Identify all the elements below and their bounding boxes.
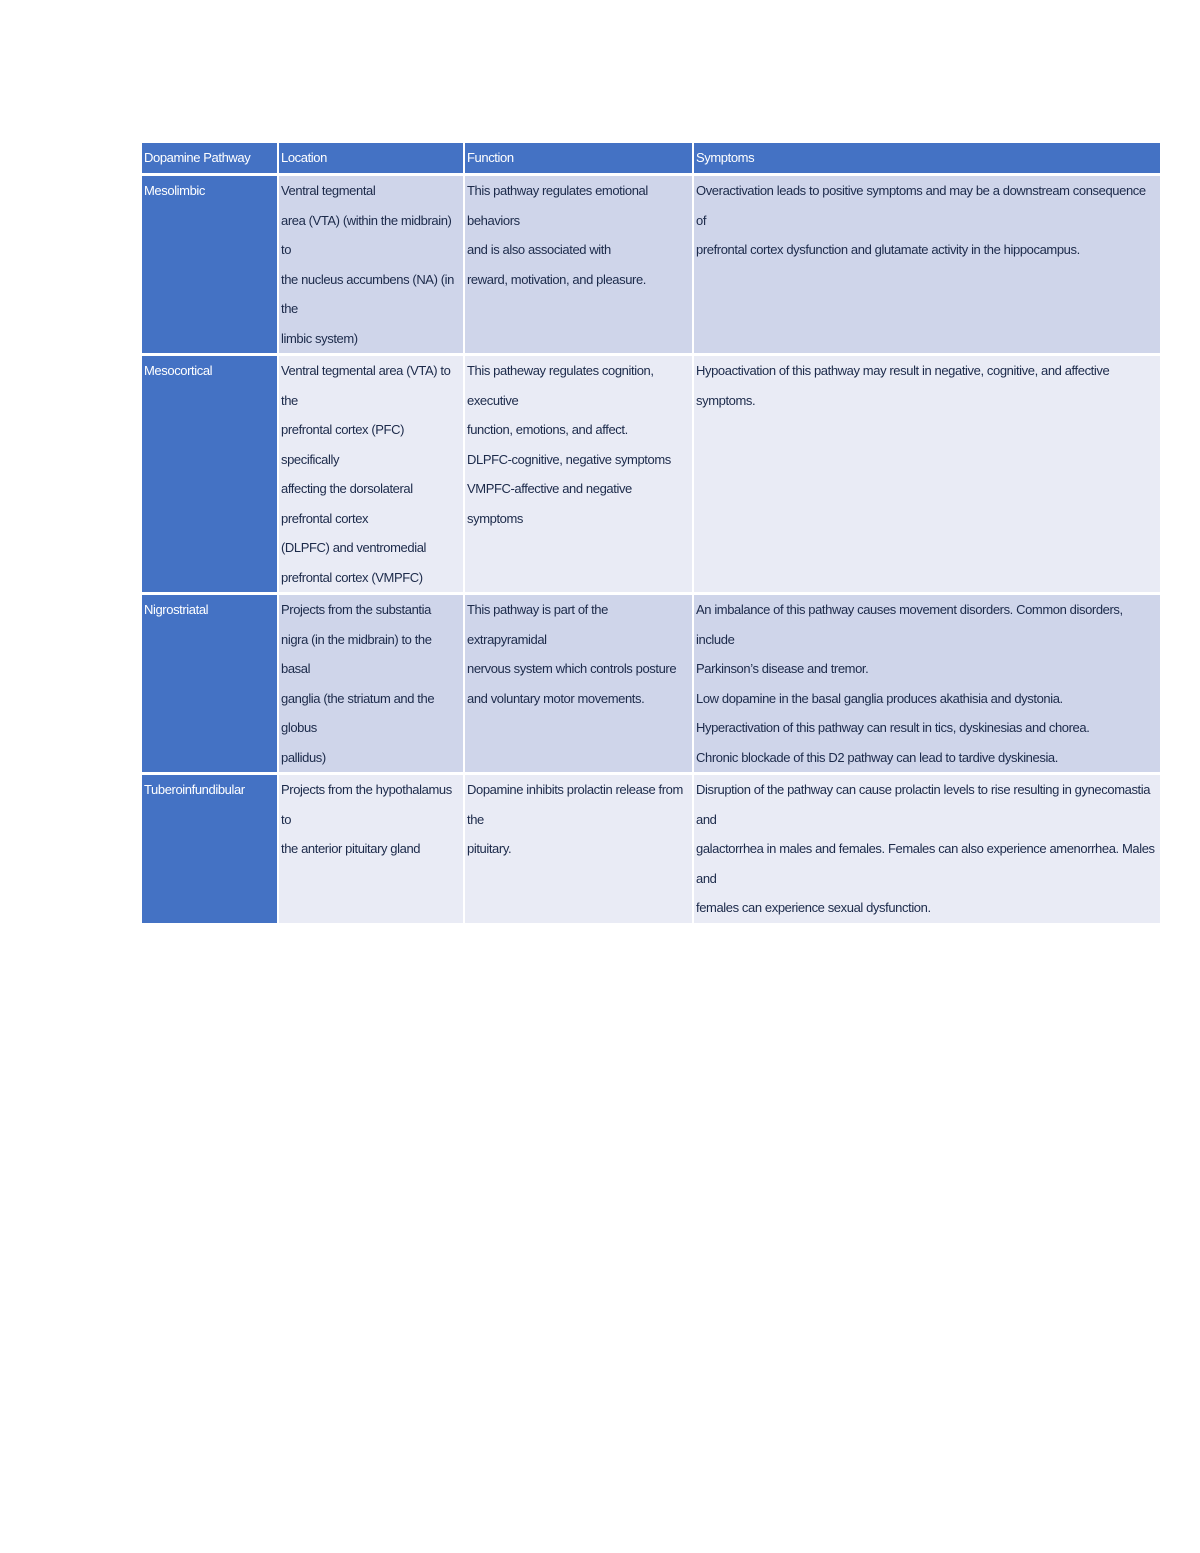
symptoms-line: females can experience sexual dysfunction. bbox=[696, 900, 931, 915]
pathway-name-cell bbox=[142, 355, 278, 594]
location-cell bbox=[278, 175, 464, 355]
header-location: Location bbox=[278, 143, 464, 175]
symptoms-cell bbox=[693, 594, 1160, 774]
pathway-name: Mesocortical bbox=[144, 363, 213, 378]
function-cell bbox=[464, 175, 693, 355]
location-line: Ventral tegmental area (VTA) to the bbox=[281, 363, 451, 408]
symptoms-line: Low dopamine in the basal ganglia produces akathisia and dystonia. bbox=[696, 690, 1063, 706]
pathway-name: Nigrostriatal bbox=[144, 602, 209, 617]
table-row bbox=[142, 774, 1160, 925]
location-line: prefrontal cortex (PFC) specifically bbox=[281, 422, 405, 467]
dopamine-pathway-table bbox=[142, 143, 1160, 926]
symptoms-line: galactorrhea in males and females. Females can also experience amenorrhea. Males and bbox=[696, 841, 1155, 886]
function-line: and voluntary motor movements. bbox=[467, 690, 645, 706]
function-line: VMPFC-affective and negative symptoms bbox=[467, 481, 632, 526]
location-line: (DLPFC) and ventromedial bbox=[281, 540, 427, 555]
location-line: affecting the dorsolateral bbox=[281, 481, 413, 496]
location-line: Projects from the substantia bbox=[281, 602, 431, 617]
location-line: Ventral tegmental bbox=[281, 183, 376, 198]
location-line: pallidus) bbox=[281, 749, 326, 765]
location-line: the nucleus accumbens (NA) (in the bbox=[281, 271, 454, 316]
header-function: Function bbox=[464, 143, 693, 175]
function-line: This pathway regulates emotional behaviors bbox=[467, 183, 648, 228]
symptoms-line: prefrontal cortex dysfunction and glutamate activity in the hippocampus. bbox=[696, 242, 1080, 257]
location-cell bbox=[278, 774, 464, 925]
location-line: Projects from the hypothalamus to bbox=[281, 782, 452, 827]
symptoms-line: An imbalance of this pathway causes movement disorders. Common disorders, include bbox=[696, 602, 1123, 647]
location-line: prefrontal cortex (VMPFC) bbox=[281, 569, 423, 585]
location-line: nigra (in the midbrain) to the basal bbox=[281, 631, 432, 676]
header-dopamine-pathway: Dopamine Pathway bbox=[142, 143, 278, 175]
symptoms-line: Hypoactivation of this pathway may result in negative, cognitive, and affective symptoms. bbox=[696, 363, 1110, 408]
function-cell bbox=[464, 774, 693, 925]
function-line: function, emotions, and affect. bbox=[467, 422, 628, 437]
symptoms-line: Chronic blockade of this D2 pathway can lead to tardive dyskinesia. bbox=[696, 749, 1058, 765]
table-row bbox=[142, 355, 1160, 594]
function-line: nervous system which controls posture bbox=[467, 661, 677, 676]
function-line: reward, motivation, and pleasure. bbox=[467, 271, 647, 287]
symptoms-cell bbox=[693, 355, 1160, 594]
function-line: This pathway is part of the extrapyramidal bbox=[467, 602, 608, 647]
header-symptoms: Symptoms bbox=[693, 143, 1160, 175]
symptoms-cell bbox=[693, 774, 1160, 925]
symptoms-line: Hyperactivation of this pathway can result in tics, dyskinesias and chorea. bbox=[696, 720, 1090, 735]
symptoms-cell bbox=[693, 175, 1160, 355]
pathway-name-cell bbox=[142, 175, 278, 355]
function-line: Dopamine inhibits prolactin release from the bbox=[467, 782, 683, 827]
function-line: and is also associated with bbox=[467, 242, 611, 257]
function-line: pituitary. bbox=[467, 841, 512, 856]
function-line: This patheway regulates cognition, executive bbox=[467, 363, 654, 408]
location-cell bbox=[278, 355, 464, 594]
pathway-name-cell bbox=[142, 594, 278, 774]
function-cell bbox=[464, 594, 693, 774]
table-row bbox=[142, 594, 1160, 774]
location-cell bbox=[278, 594, 464, 774]
location-line: ganglia (the striatum and the globus bbox=[281, 690, 435, 735]
table-header-row bbox=[142, 143, 1160, 175]
pathway-name-cell bbox=[142, 774, 278, 925]
symptoms-line: Parkinson’s disease and tremor. bbox=[696, 661, 869, 676]
symptoms-line: Overactivation leads to positive symptoms and may be a downstream consequence of bbox=[696, 183, 1146, 228]
location-line: prefrontal cortex bbox=[281, 510, 369, 526]
location-line: limbic system) bbox=[281, 330, 358, 346]
pathway-name: Mesolimbic bbox=[144, 183, 206, 198]
location-line: the anterior pituitary gland bbox=[281, 841, 421, 856]
pathway-name: Tuberoinfundibular bbox=[144, 782, 245, 797]
function-cell bbox=[464, 355, 693, 594]
table-row bbox=[142, 175, 1160, 355]
location-line: area (VTA) (within the midbrain) to bbox=[281, 212, 452, 257]
function-line: DLPFC-cognitive, negative symptoms bbox=[467, 451, 671, 467]
symptoms-line: Disruption of the pathway can cause prolactin levels to rise resulting in gynecomastia and bbox=[696, 782, 1151, 827]
